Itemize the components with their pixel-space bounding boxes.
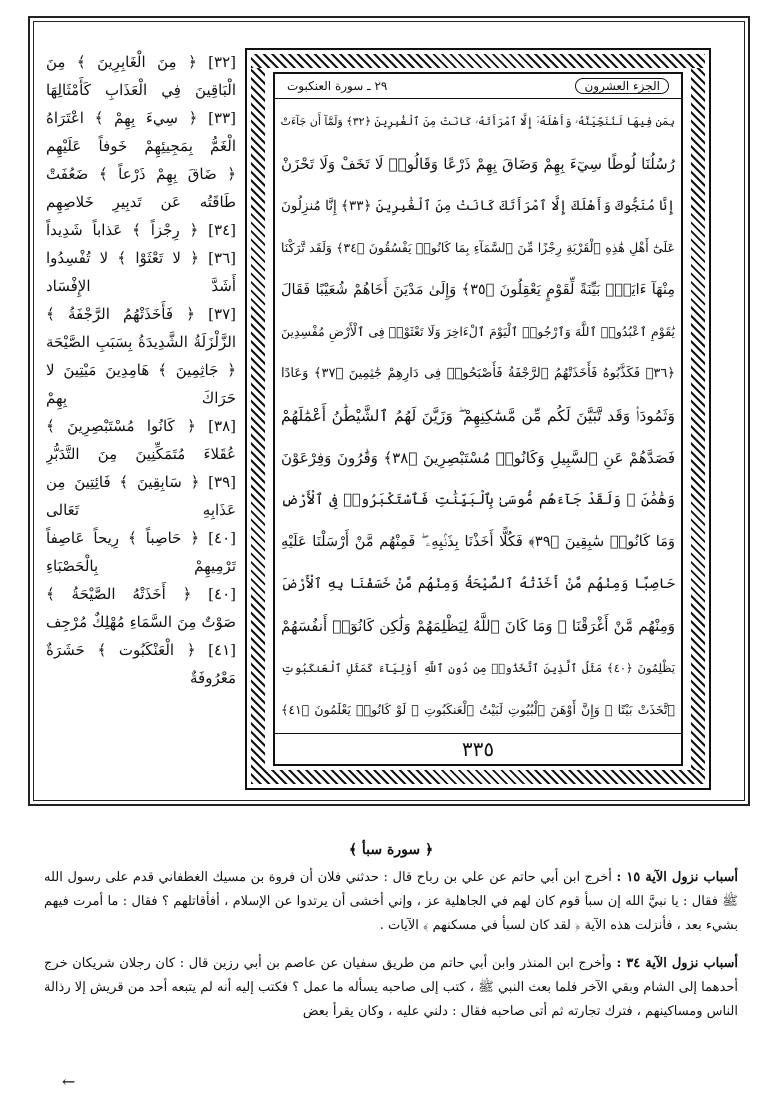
quran-text-box [245, 48, 711, 790]
side-note-line: [٣٧] ﴿ فَأَخَذَتْهُمُ الرَّجْفَةُ ﴾ [46, 305, 236, 323]
note-paragraph-1 [44, 866, 738, 938]
verse-line: ﴿٣٦﴾ فَكَذَّبُوهُ فَأَخَذَتْهُمُ ٱلرَّجْفَةُ فَأَصْبَحُوا۟ فِى دَارِهِمْ جَٰثِمِينَ ﴿٣٧﴾ وَعَادًا [281, 366, 675, 381]
page-number: ٣٣٥ [461, 737, 495, 761]
juz-label: الجزء العشرون [575, 78, 669, 94]
verse-line: وَمِنْهُم مَّنْ أَغْرَقْنَا ۚ وَمَا كَانَ ٱللَّهُ لِيَظْلِمَهُمْ وَلَٰكِن كَانُوٓا۟ أَنفُسَهُمْ [281, 617, 675, 635]
continue-arrow-icon: ← [62, 1072, 76, 1091]
side-note-line: صَوْتٌ مِنَ السَّمَاءِ مُهْلِكٌ مُرْجِف [46, 613, 236, 631]
verse-line: مِنْهَآ ءَايَةًۢ بَيِّنَةً لِّقَوْمٍ يَعْقِلُونَ ﴿٣٥﴾ وَإِلَىٰ مَدْيَنَ أَخَاهُمْ شُعَيْبًا فَقَالَ [281, 282, 675, 298]
side-note-line: [٣٣] ﴿ سِيءَ بِهِمْ ﴾ اعْتَرَاهُ [46, 109, 236, 127]
note-paragraph-2 [44, 952, 738, 1024]
verse-line: بِمَن فِيهَا لَنُنَجِّيَنَّهُۥ وَأَهْلَهُۥٓ إِلَّا ٱمْرَأَتَهُۥ كَانَتْ مِنَ ٱلْغَٰبِرِينَ ﴿٣٢﴾ وَلَمَّآ أَن جَآءَتْ [281, 115, 675, 128]
side-note-line: [٤٠] ﴿ أَخَذَتْهُ الصَّيْحَةُ ﴾ [46, 585, 236, 603]
side-note-line: [٣٨] ﴿ كَانُوا مُسْتَبْصِرِينَ ﴾ [46, 417, 236, 435]
side-note-line: عُقَلاءَ مُتَمَكِّنِينَ مِنَ التَّدَبُّرِ [46, 445, 236, 463]
notes-title: ﴿ سورة سبأ ﴾ [348, 842, 434, 858]
note-2-text: وأخرج ابن المنذر وابن أبي حاتم من طريق سفيان عن عاصم بن أبي رزين قال : كان رجلان شريكان خرج أحدهما إلى الشام وبقي الآخر فلما بعث النبي ﷺ ، كتب إلى صاحبه يسأله ما عمل ؟ فكتب إليه أنه لم يتبعه أحد من قريش إلا رذالة الناس ومساكينهم ، فترك تجارته ثم أتى صاحبه فقال : دلني عليه ، وكان يقرأ بعض [44, 956, 738, 1019]
verse-line: وَهَٰمَٰنَ ۖ وَلَقَدْ جَآءَهُم مُّوسَىٰ بِٱلْبَيِّنَٰتِ فَٱسْتَكْبَرُوا۟ فِى ٱلْأَرْضِ [281, 492, 675, 508]
surah-label: ٢٩ ـ سورة العنكبوت [287, 79, 388, 93]
side-note-line: الْغَمُّ بِمَجِيئِهِمْ خَوفاً عَلَيْهِم [46, 137, 236, 155]
side-note-line: عَذَابِهِ تَعَالى [46, 501, 236, 519]
verse-line: يَٰقَوْمِ ٱعْبُدُوا۟ ٱللَّهَ وَٱرْجُوا۟ ٱلْيَوْمَ ٱلْءَاخِرَ وَلَا تَعْثَوْا۟ فِى ٱلْأَرْضِ مُفْسِدِينَ [281, 324, 675, 339]
side-note-line: أَشَدَّ الإِفْسَاد [46, 277, 236, 295]
side-note-line: [٣٩] ﴿ سَابِقِينَ ﴾ فَائِتِينَ مِن [46, 473, 236, 491]
verse-line: وَمَا كَانُوا۟ سَٰبِقِينَ ﴿٣٩﴾ فَكُلًّا أَخَذْنَا بِذَنۢبِهِۦ ۖ فَمِنْهُم مَّنْ أَرْسَلْنَا عَلَيْهِ [281, 534, 675, 550]
verse-line: فَصَدَّهُمْ عَنِ ٱلسَّبِيلِ وَكَانُوا۟ مُسْتَبْصِرِينَ ﴿٣٨﴾ وَقَٰرُونَ وَفِرْعَوْنَ [281, 449, 675, 467]
header-bar [275, 74, 681, 99]
verse-line: عَلَىٰٓ أَهْلِ هَٰذِهِ ٱلْقَرْيَةِ رِجْزًا مِّنَ ٱلسَّمَآءِ بِمَا كَانُوا۟ يَفْسُقُونَ ﴿٣٤﴾ وَلَقَد تَّرَكْنَا [281, 240, 675, 255]
verse-line: رُسُلُنَا لُوطًا سِيٓءَ بِهِمْ وَضَاقَ بِهِمْ ذَرْعًا وَقَالُوا۟ لَا تَخَفْ وَلَا تَحْزَنْ [281, 155, 675, 173]
side-note-line: [٣٦] ﴿ لا تَعْثَوْا ﴾ لا تُفْسِدُوا [46, 249, 236, 267]
verse-line: ٱتَّخَذَتْ بَيْتًا ۖ وَإِنَّ أَوْهَنَ ٱلْبُيُوتِ لَبَيْتُ ٱلْعَنكَبُوتِ ۖ لَوْ كَانُوا۟ يَعْلَمُونَ ﴿٤١﴾ [281, 702, 675, 717]
side-note-line: ﴿ ضَاقَ بِهِمْ ذَرْعاً ﴾ ضَعُفَتْ [46, 165, 236, 183]
side-note-line: مَعْرُوفَةٌ [189, 669, 236, 687]
verses [281, 104, 675, 728]
side-commentary [46, 48, 236, 788]
side-note-line: [٣٤] ﴿ رِجْزاً ﴾ عَذاباً شَدِيداً [46, 221, 236, 239]
side-note-line: [٤١] ﴿ الْعَنْكَبُوت ﴾ حَشَرَةٌ [46, 641, 236, 659]
verse-line: وَثَمُودَا۟ وَقَد تَّبَيَّنَ لَكُم مِّن مَّسَٰكِنِهِمْ ۖ وَزَيَّنَ لَهُمُ ٱلشَّيْطَٰنُ أَعْمَٰلَهُمْ [281, 407, 675, 425]
footnotes [44, 842, 738, 1024]
note-1-label: أسباب نزول الآية ١٥ : [616, 870, 739, 885]
side-note-line: ﴿ جَاثِمِينَ ﴾ هَامِدِينَ مَيْتِينَ لا [46, 361, 236, 379]
note-2-label: أسباب نزول الآية ٣٤ : [616, 956, 739, 971]
verse-line: حَاصِبًا وَمِنْهُم مَّنْ أَخَذَتْهُ ٱلصَّيْحَةُ وَمِنْهُم مَّنْ خَسَفْنَا بِهِ ٱلْأَرْضَ [281, 576, 675, 592]
verse-line: يَظْلِمُونَ ﴿٤٠﴾ مَثَلُ ٱلَّذِينَ ٱتَّخَذُوا۟ مِن دُونِ ٱللَّهِ أَوْلِيَآءَ كَمَثَلِ ٱلْعَنكَبُوتِ [281, 661, 675, 675]
side-note-line: الْبَاقِينَ فِي الْعَذَابِ كَأَمْثَالِهَا [46, 81, 236, 99]
side-note-line: [٤٠] ﴿ حَاصِباً ﴾ رِيحاً عَاصِفاً [46, 529, 236, 547]
footer-bar [275, 733, 681, 764]
text-area [273, 72, 683, 766]
side-note-line: حَرَاكَ بِهِمْ [46, 389, 236, 407]
note-1-text: أخرج ابن أبي حاتم عن علي بن رباح قال : حدثني فلان أن فروة بن مسيك الغطفاني قدم على رسول الله ﷺ فقال : يا نبيَّ الله إن سبأ قوم كان لهم في الجاهلية عز ، وإني أخشى أن يرتدوا عن الإسلام ، أفأقاتلهم ؟ فقال : ما أمرت فيهم بشيء بعد ، فأنزلت هذه الآية ﴿ لقد كان لسبأ في مسكنهم ﴾ الآيات . [44, 870, 738, 933]
side-note-line: الزَّلْزَلَةُ الشَّدِيدَةُ بِسَبَبِ الصَّيْحَة [46, 333, 236, 351]
side-note-line: [٣٢] ﴿ مِنَ الْغَابِرِينَ ﴾ مِنَ [46, 53, 236, 71]
verse-line: إِنَّا مُنَجُّوكَ وَأَهْلَكَ إِلَّا ٱمْرَأَتَكَ كَانَتْ مِنَ ٱلْغَٰبِرِينَ ﴿٣٣﴾ إِنَّا مُنزِلُونَ [281, 198, 675, 214]
side-note-line: طَاقَتُه عَن تَدبِيرِ خَلاصِهِم [46, 193, 236, 211]
side-note-line: تَرْمِيهِمْ بِالْحَصْبَاءِ [46, 557, 236, 575]
